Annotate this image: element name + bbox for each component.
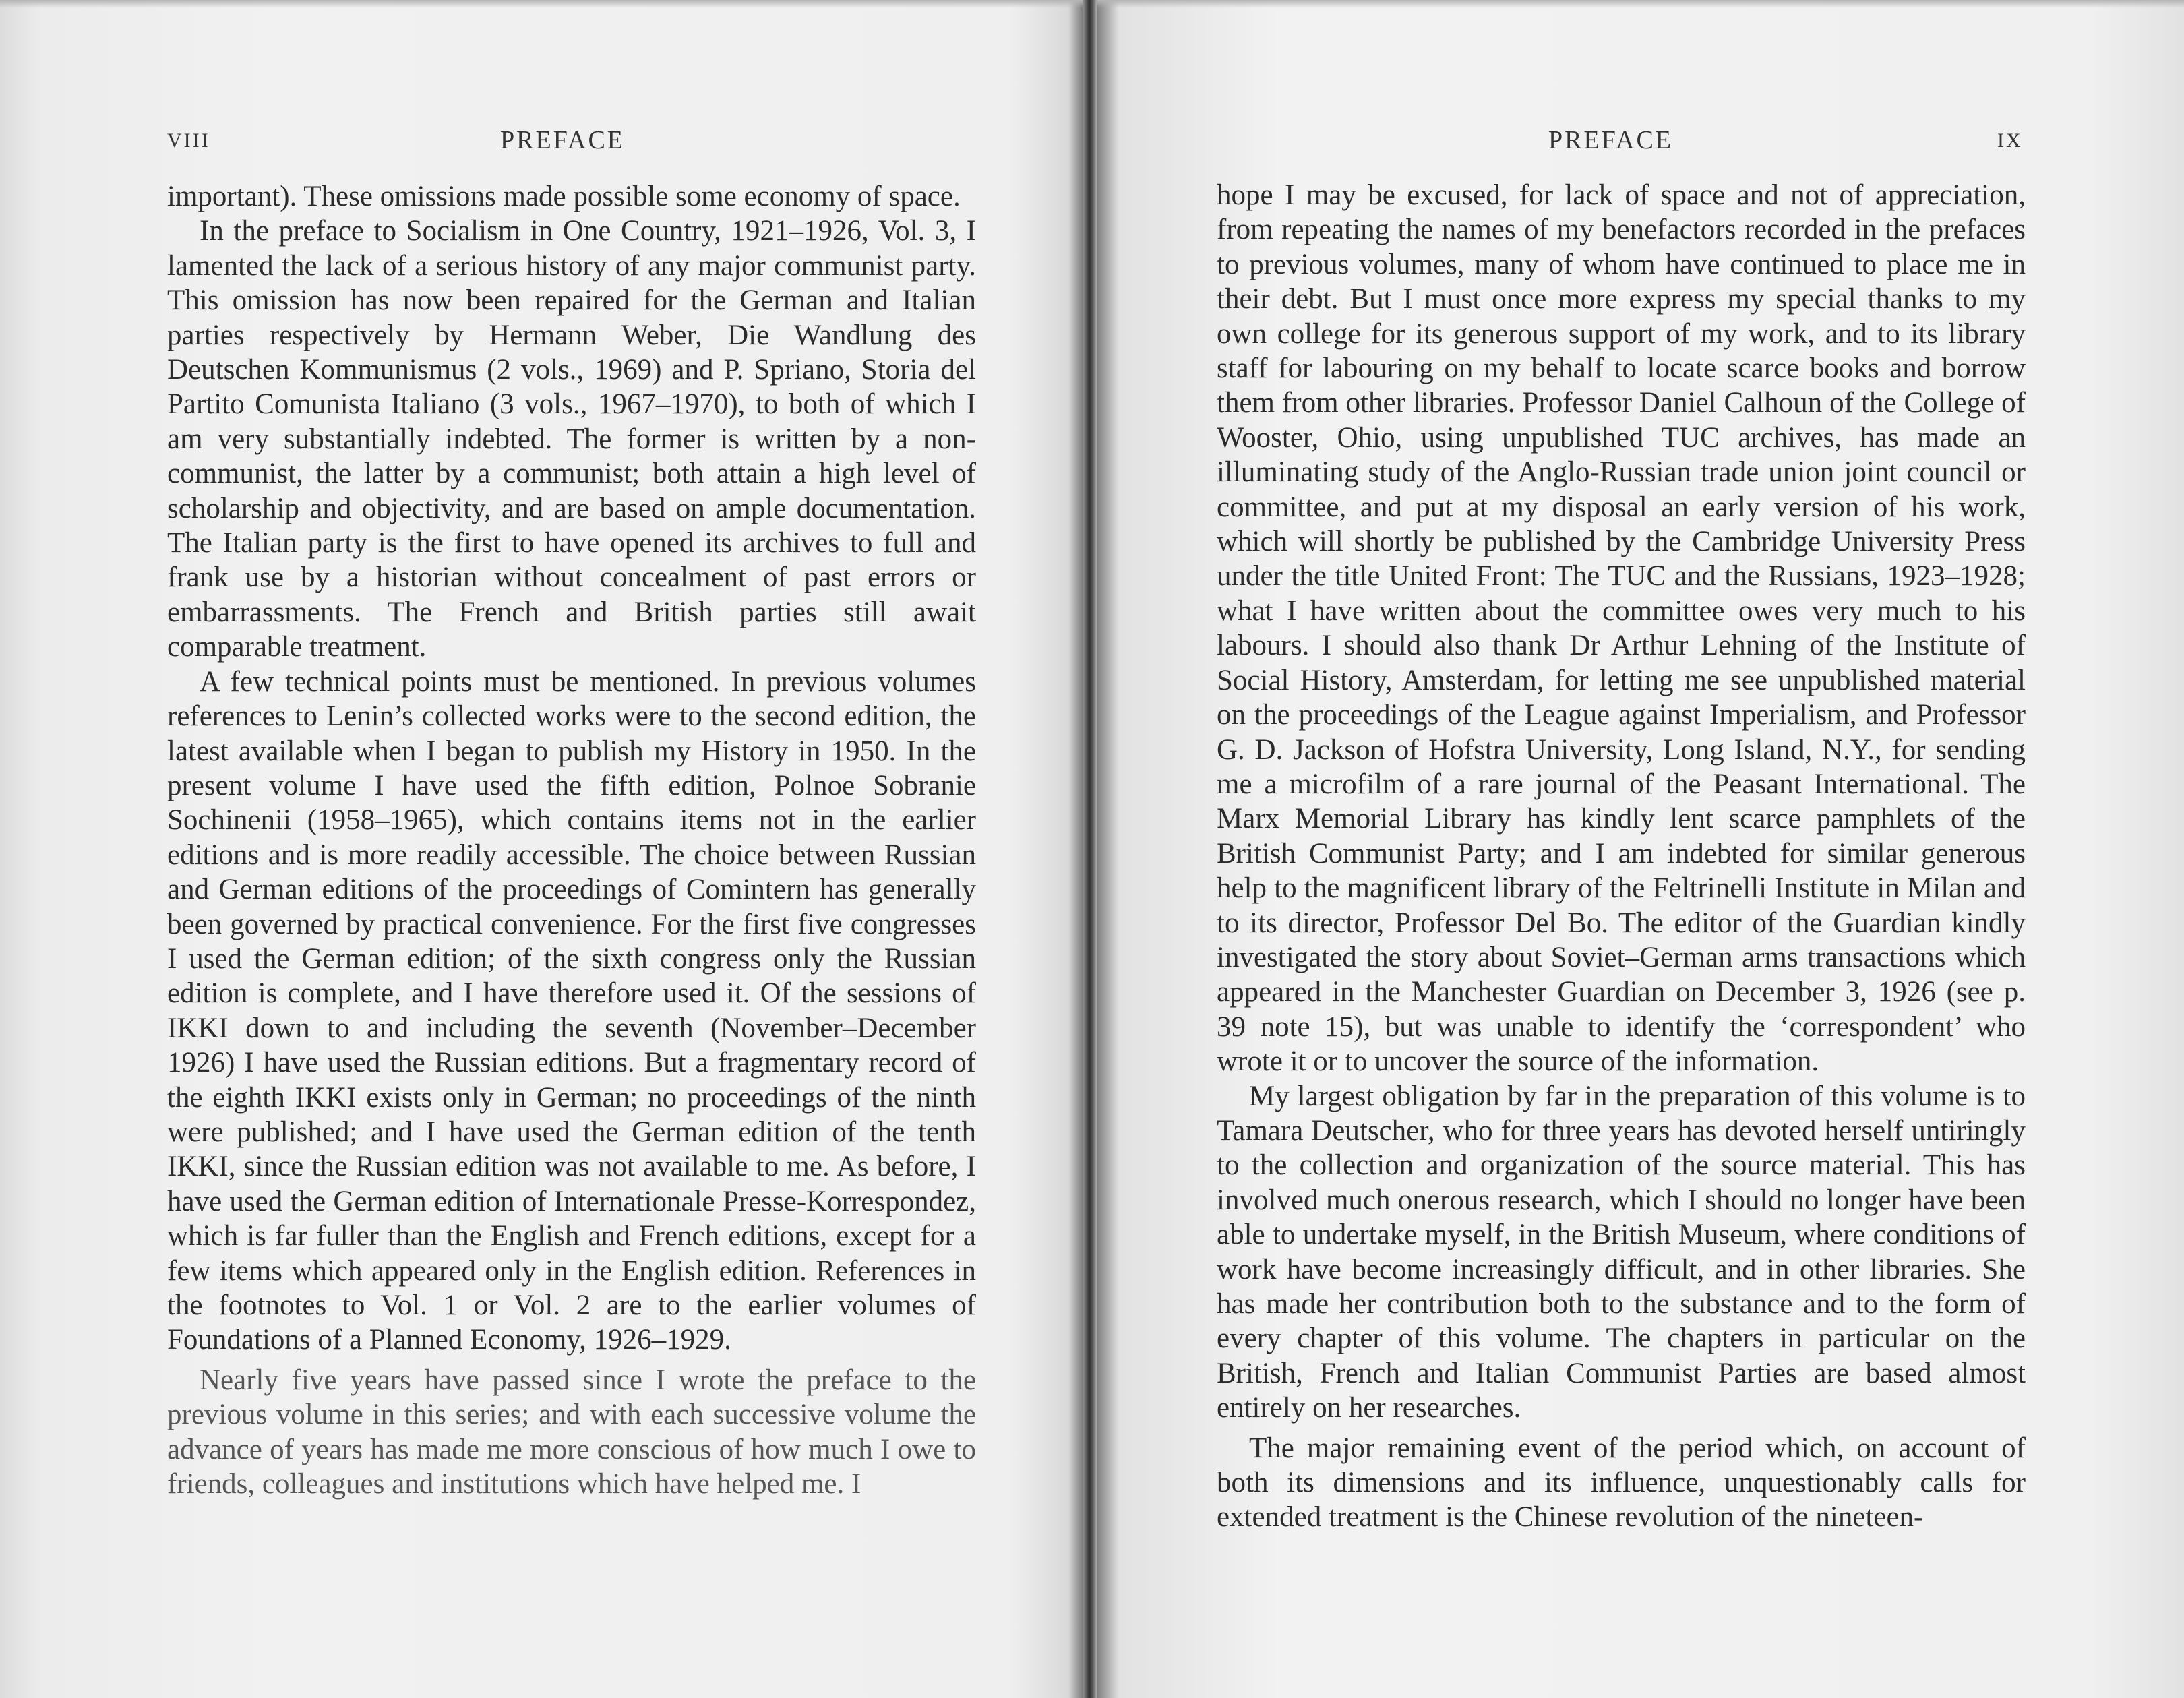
running-header: PREFACE bbox=[500, 126, 626, 154]
paragraph: In the preface to Socialism in One Country, 1921–1926, Vol. 3, I lamented the lack of a serious history of any major communist party. This omission has now been repaired for the German and Italian parties respectively by Hermann Weber, Die Wandlung des Deutschen Kommunismus (2 vols., 1969) and P. Spriano, Storia del Partito Comunista Italiano (3 vols., 1967–1970), to both of which I am very substantially indebted. The former is written by a non-communist, the latter by a communist; both attain a high level of scholarship and objectivity, and are based on ample documentation. The Italian party is the first to have opened its archives to full and frank use by a historian without concealment of past errors or embarrassments. The French and British parties still await comparable treatment. bbox=[167, 215, 976, 663]
paragraph: My largest obligation by far in the preparation of this volume is to Tamara Deutscher, who for three years has devoted herself untiringly to the collection and organization of the source material. This has involved much onerous research, which I should no longer have been able to undertake myself, in the British Museum, where conditions of work have become increasingly difficult, and in other libraries. She has made her contribution both to the substance and to the form of every chapter of this volume. The chapters in particular on the British, French and Italian Communist Parties are based almost entirely on her researches. bbox=[1217, 1080, 2026, 1424]
paragraph: hope I may be excused, for lack of space and not of appreciation, from repeating the names of my benefactors recorded in the prefaces to previous volumes, many of whom have continued to place me in their debt. But I must once more express my special thanks to my own college for its generous support of my work, and to its library staff for labouring on my behalf to locate scarce books and borrow them from other libraries. Professor Daniel Calhoun of the College of Wooster, Ohio, using unpublished TUC archives, has made an illuminating study of the Anglo-Russian trade union joint council or committee, and put at my disposal an early version of his work, which will shortly be published by the Cambridge University Press under the title United Front: The TUC and the Russians, 1923–1928; what I have written about the committee owes very much to his labours. I should also thank Dr Arthur Lehning of the Institute of Social History, Amsterdam, for letting me see unpublished material on the proceedings of the League against Imperialism, and Professor G. D. Jackson of Hofstra University, Long Island, N.Y., for sending me a microfilm of a rare journal of the Peasant International. The Marx Memorial Library has kindly lent scarce pamphlets of the British Communist Party; and I am indebted for similar generous help to the magnificent library of the Feltrinelli Institute in Milan and to its director, Professor Del Bo. The editor of the Guardian kindly investigated the story about Soviet–German arms transactions which appeared in the Manchester Guardian on December 3, 1926 (see p. 39 note 15), but was unable to identify the ‘correspondent’ who wrote it or to uncover the source of the information. bbox=[1217, 179, 2026, 1078]
paragraph: important). These omissions made possible some economy of space. bbox=[167, 181, 961, 212]
page-number: VIII bbox=[167, 129, 210, 152]
paragraph: Nearly five years have passed since I wrote the preface to the previous volume in this series; and with each successive volume the advance of years has made me more conscious of how much I owe to friends, colleagues and institutions which have helped me. I bbox=[167, 1364, 976, 1500]
running-header: PREFACE bbox=[1548, 126, 1674, 154]
paragraph: A few technical points must be mentioned. In previous volumes references to Lenin’s collected works were to the second edition, the latest available when I began to publish my History in 1950. In the present volume I have used the fifth edition, Polnoe Sobranie Sochinenii (1958–1965), which contains items not in the earlier editions and is more readily accessible. The choice between Russian and German editions of the proceedings of Comintern has generally been governed by practical convenience. For the first five congresses I used the German edition; of the sixth congress only the Russian edition is complete, and I have therefore used it. Of the sessions of IKKI down to and including the seventh (November–December 1926) I have used the Russian editions. But a fragmentary record of the eighth IKKI exists only in German; no proceedings of the ninth were published; and I have used the German edition of the tenth IKKI, since the Russian edition was not available to me. As before, I have used the German edition of Internationale Presse-Korrespondez, which is far fuller than the English and French editions, except for a few items which appeared only in the English edition. References in the footnotes to Vol. 1 or Vol. 2 are to the earlier volumes of Foundations of a Planned Economy, 1926–1929. bbox=[167, 665, 976, 1356]
page-number: IX bbox=[1997, 129, 2023, 152]
left-page bbox=[0, 0, 1079, 1698]
book-gutter bbox=[1083, 0, 1097, 1698]
paragraph: The major remaining event of the period which, on account of both its dimensions and its influence, unquestionably calls for extended treatment is the Chinese revolution of the nineteen- bbox=[1217, 1432, 2026, 1534]
body-text bbox=[167, 179, 976, 1501]
body-text bbox=[1217, 178, 2026, 1535]
right-page bbox=[1099, 0, 2184, 1698]
